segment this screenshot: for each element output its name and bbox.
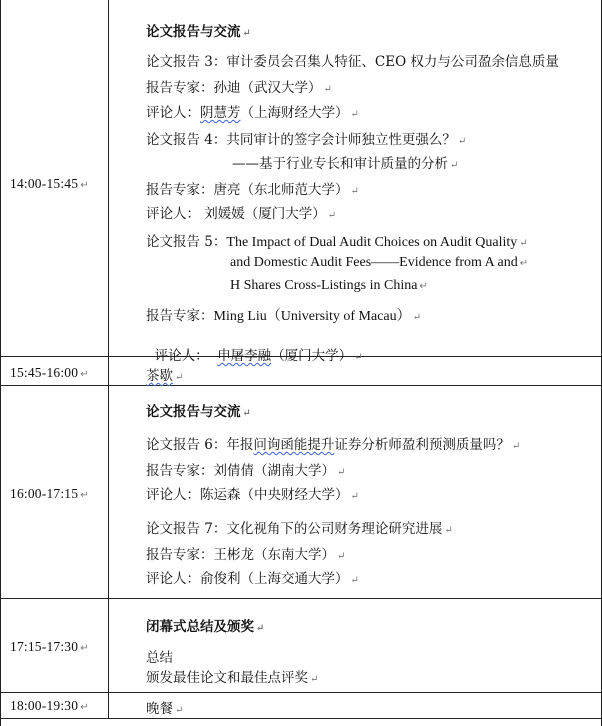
closing-heading: 闭幕式总结及颁奖 ↵ <box>146 619 265 635</box>
paragraph-mark-icon: ↵ <box>242 28 251 39</box>
paper-5-title-line2: and Domestic Audit Fees——Evidence from A and ↵ <box>230 255 529 270</box>
paper-4-commentator: 评论人： 刘媛媛（厦门大学） ↵ <box>146 206 337 222</box>
paragraph-mark-icon: ↵ <box>350 491 359 502</box>
paragraph-mark-icon: ↵ <box>444 525 453 536</box>
closing-summary: 总结 <box>146 650 173 666</box>
paragraph-mark-icon: ↵ <box>450 160 459 171</box>
paragraph-mark-icon: ↵ <box>80 180 89 191</box>
tea-break: 茶歇 ↵ <box>146 368 184 384</box>
time-label: 18:00-19:30 <box>10 698 79 713</box>
paragraph-mark-icon: ↵ <box>80 643 89 654</box>
closing-awards: 颁发最佳论文和最佳点评奖 ↵ <box>146 670 319 686</box>
paper-6-title: 论文报告 6：年报问询函能提升证券分析师盈利预测质量吗？ ↵ <box>146 437 521 453</box>
paragraph-mark-icon: ↵ <box>310 674 319 685</box>
paper-5-title-line1: 论文报告 5：The Impact of Dual Audit Choices on Audit Quality ↵ <box>146 234 528 250</box>
paragraph-mark-icon: ↵ <box>519 238 528 249</box>
paper-3-title: 论文报告 3：审计委员会召集人特征、CEO 权力与公司盈余信息质量 <box>146 54 559 70</box>
session-heading: 论文报告与交流 ↵ <box>146 24 251 40</box>
paragraph-mark-icon: ↵ <box>350 575 359 586</box>
dinner: 晚餐 ↵ <box>146 701 184 717</box>
row-divider <box>0 692 602 693</box>
paragraph-mark-icon: ↵ <box>350 109 359 120</box>
paragraph-mark-icon: ↵ <box>242 408 251 419</box>
paper-4-title: 论文报告 4：共同审计的签字会计师独立性更强么？ ↵ <box>146 132 467 148</box>
paper-5-commentator: 评论人： 申屠李融（厦门大学） ↵ <box>154 348 363 364</box>
time-label: 15:45-16:00 <box>10 365 79 380</box>
paragraph-mark-icon: ↵ <box>354 352 363 363</box>
time-cell <box>10 639 106 655</box>
paper-7-commentator: 评论人：俞俊利（上海交通大学） ↵ <box>146 571 359 587</box>
paragraph-mark-icon: ↵ <box>519 258 529 269</box>
paragraph-mark-icon: ↵ <box>80 702 89 713</box>
paper-6-speaker: 报告专家：刘倩倩（湖南大学） ↵ <box>146 463 346 479</box>
session-heading: 论文报告与交流 ↵ <box>146 404 251 420</box>
paragraph-mark-icon: ↵ <box>337 467 346 478</box>
time-label: 14:00-15:45 <box>10 176 79 191</box>
commentator-name: 阴慧芳 <box>200 105 241 121</box>
paragraph-mark-icon: ↵ <box>175 705 184 716</box>
paper-4-speaker: 报告专家：唐亮（东北师范大学） ↵ <box>146 182 359 198</box>
paragraph-mark-icon: ↵ <box>323 84 332 95</box>
paragraph-mark-icon: ↵ <box>412 312 422 323</box>
paragraph-mark-icon: ↵ <box>80 490 89 501</box>
paper-7-speaker: 报告专家：王彬龙（东南大学） ↵ <box>146 547 346 563</box>
paper-6-commentator: 评论人：陈运森（中央财经大学） ↵ <box>146 487 359 503</box>
paper-3-commentator: 评论人：阴慧芳（上海财经大学） ↵ <box>146 105 359 121</box>
table-left-border <box>0 0 1 726</box>
paper-5-speaker: 报告专家：Ming Liu（University of Macau） ↵ <box>146 308 422 324</box>
paper-5-title-line3: H Shares Cross-Listings in China ↵ <box>230 278 428 293</box>
paragraph-mark-icon: ↵ <box>256 623 265 634</box>
row-divider <box>0 718 602 719</box>
paragraph-mark-icon: ↵ <box>457 136 467 147</box>
paragraph-mark-icon: ↵ <box>337 551 346 562</box>
paragraph-mark-icon: ↵ <box>80 369 89 380</box>
commentator-name: 申屠李融 <box>217 348 272 364</box>
paragraph-mark-icon: ↵ <box>175 372 184 383</box>
paragraph-mark-icon: ↵ <box>327 210 337 221</box>
paragraph-mark-icon: ↵ <box>511 441 521 452</box>
paragraph-mark-icon: ↵ <box>350 186 359 197</box>
paper-4-subtitle: ——基于行业专长和审计质量的分析 ↵ <box>232 156 459 172</box>
time-cell <box>10 365 106 381</box>
time-cell <box>10 176 106 192</box>
time-cell <box>10 698 106 714</box>
time-cell <box>10 486 106 502</box>
time-label: 16:00-17:15 <box>10 486 79 501</box>
table-column-divider <box>108 0 109 718</box>
paper-3-speaker: 报告专家：孙迪（武汉大学） ↵ <box>146 80 332 96</box>
paragraph-mark-icon: ↵ <box>419 281 428 292</box>
time-label: 17:15-17:30 <box>10 639 79 654</box>
paper-7-title: 论文报告 7：文化视角下的公司财务理论研究进展 ↵ <box>146 521 453 537</box>
row-divider <box>0 598 602 599</box>
row-divider <box>0 385 602 386</box>
